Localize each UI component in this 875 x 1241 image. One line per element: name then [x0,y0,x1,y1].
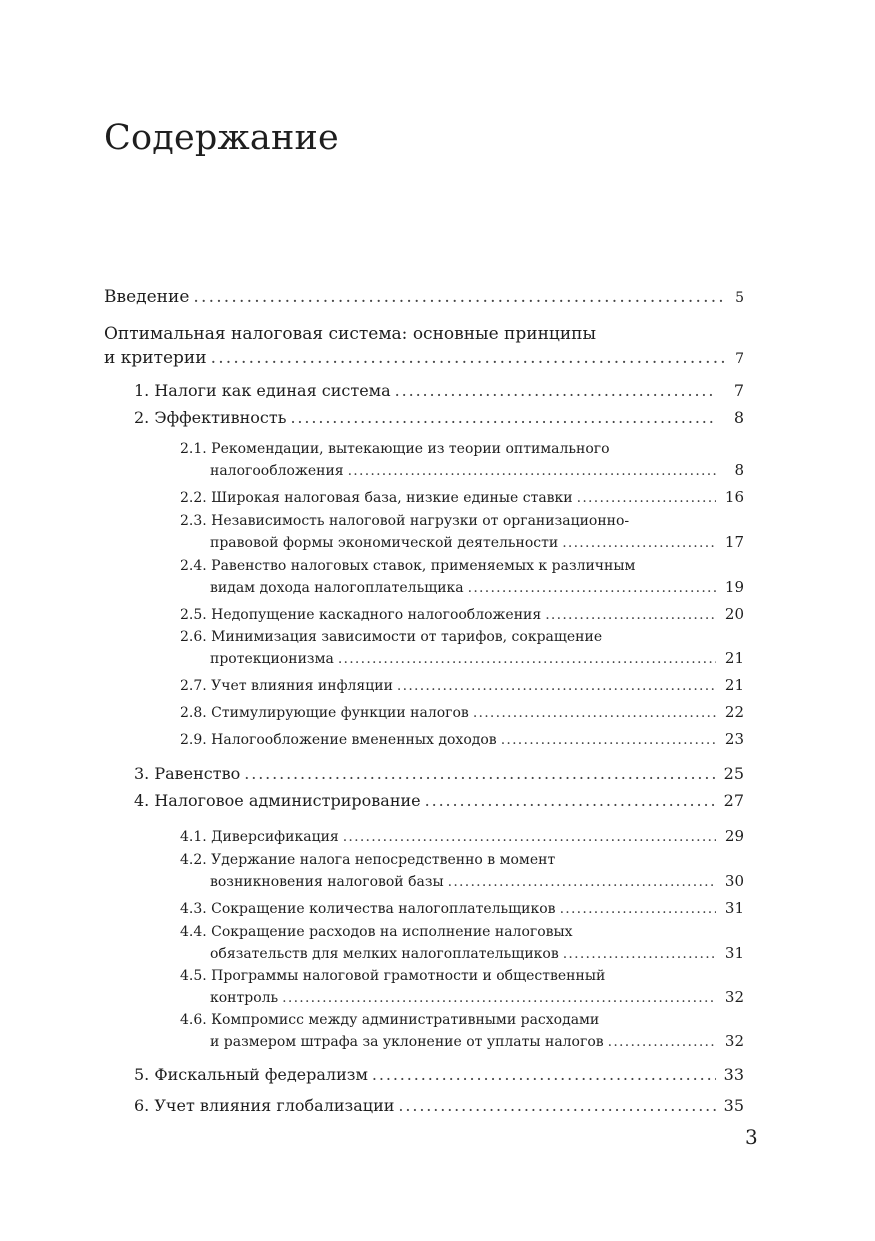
toc-entry-title-continued: видам дохода налогоплательщика [210,580,464,596]
dot-leader [397,676,716,697]
toc-entry-title: 4.1. Диверсификация [180,829,339,845]
dot-leader [348,461,716,482]
toc-entry-title: 2.3. Независимость налоговой нагрузки от организационно- [180,513,630,529]
toc-entry-section-2-4[interactable] [180,556,744,599]
dot-leader [562,533,716,554]
toc-entry-section-4-6[interactable] [180,1010,744,1053]
toc-page-number: 19 [724,578,744,596]
dot-leader [282,988,716,1009]
toc-entry-title: 6. Учет влияния глобализации [134,1096,395,1115]
toc-entry-title: 4. Налоговое администрирование [134,791,421,810]
toc-entry-section-4-4[interactable] [180,922,744,965]
toc-entry-section-4-2[interactable] [180,850,744,893]
toc-entry-section-2[interactable] [134,405,744,431]
table-of-contents [104,285,744,1119]
toc-entry-section-2-7[interactable] [180,675,744,697]
toc-entry-section-2-5[interactable] [180,604,744,626]
toc-entry-title-continued: обязательств для мелких налогоплательщиков [210,946,559,962]
dot-leader [343,827,716,848]
dot-leader [211,346,726,370]
dot-leader [372,1062,716,1088]
toc-page-number: 20 [724,605,744,623]
toc-entry-section-2-3[interactable] [180,511,744,554]
toc-entry-title: 2.9. Налогообложение вмененных доходов [180,732,497,748]
toc-entry-section-2-9[interactable] [180,729,744,751]
toc-entry-section-6[interactable] [134,1093,744,1119]
dot-leader [425,788,716,814]
toc-entry-title: Оптимальная налоговая система: основные принципы [104,324,597,344]
toc-entry-title-continued: налогообложения [210,463,344,479]
toc-page-number: 33 [723,1065,744,1084]
toc-entry-title: 4.2. Удержание налога непосредственно в момент [180,852,556,868]
dot-leader [193,285,726,309]
page-title: Содержание [104,118,339,158]
dot-leader [338,649,716,670]
dot-leader [468,578,716,599]
toc-entry-title: 2.6. Минимизация зависимости от тарифов, сокращение [180,629,603,645]
toc-entry-title: 2.2. Широкая налоговая база, низкие единые ставки [180,490,573,506]
toc-page-number: 7 [733,381,744,400]
toc-page-number: 8 [733,408,744,427]
toc-page-number: 21 [724,649,744,667]
toc-entry-section-2-6[interactable] [180,627,744,670]
toc-entry-title: 2.1. Рекомендации, вытекающие из теории оптимального [180,441,610,457]
toc-entry-title: 3. Равенство [134,764,241,783]
toc-entry-title: 2.5. Недопущение каскадного налогообложения [180,607,542,623]
page-number: 3 [745,1125,758,1149]
toc-page-number: 32 [724,988,744,1006]
toc-entry-section-5[interactable] [134,1062,744,1088]
toc-entry-section-4-3[interactable] [180,898,744,920]
toc-entry-title: 1. Налоги как единая система [134,381,391,400]
toc-page-number: 16 [724,488,744,506]
dot-leader [608,1032,716,1053]
dot-leader [563,944,716,965]
toc-entry-title-continued: и критерии [104,348,207,368]
toc-page-number: 32 [724,1032,744,1050]
toc-entry-section-4-1[interactable] [180,826,744,848]
toc-entry-title: 4.5. Программы налоговой грамотности и общественный [180,968,606,984]
toc-entry-section-2-8[interactable] [180,702,744,724]
dot-leader [448,872,716,893]
toc-entry-title: 2.4. Равенство налоговых ставок, применяемых к различным [180,558,636,574]
toc-entry-section-4-5[interactable] [180,966,744,1009]
dot-leader [560,899,716,920]
toc-page-number: 5 [735,290,744,306]
toc-page-number: 31 [724,899,744,917]
toc-entry-optimal-tax-system[interactable] [104,322,744,371]
toc-entry-title-continued: контроль [210,990,279,1006]
toc-page-number: 30 [724,872,744,890]
toc-entry-title: 5. Фискальный федерализм [134,1065,368,1084]
toc-page-number: 23 [724,730,744,748]
dot-leader [244,761,716,787]
toc-entry-title-continued: протекционизма [210,651,334,667]
toc-page-number: 22 [724,703,744,721]
dot-leader [545,605,716,626]
dot-leader [395,378,716,404]
toc-entry-title: 4.3. Сокращение количества налогоплательщиков [180,901,556,917]
toc-page-number: 35 [723,1096,744,1115]
dot-leader [398,1093,716,1119]
dot-leader [473,703,716,724]
toc-entry-section-4[interactable] [134,788,744,814]
dot-leader [577,488,716,509]
toc-page-number: 25 [723,764,744,783]
toc-page-number: 21 [724,676,744,694]
toc-entry-section-3[interactable] [134,761,744,787]
toc-entry-section-2-1[interactable] [180,439,744,482]
toc-entry-title: 4.6. Компромисс между административными расходами [180,1012,600,1028]
toc-page-number: 27 [723,791,744,810]
toc-entry-title: Введение [104,287,190,307]
toc-entry-title: 4.4. Сокращение расходов на исполнение налоговых [180,924,573,940]
toc-entry-title-continued: и размером штрафа за уклонение от уплаты налогов [210,1034,604,1050]
toc-entry-title: 2. Эффективность [134,408,287,427]
toc-page-number: 7 [735,351,744,367]
toc-entry-introduction[interactable] [104,285,744,310]
toc-page-number: 17 [724,533,744,551]
toc-page-number: 8 [734,461,744,479]
toc-entry-title: 2.7. Учет влияния инфляции [180,678,393,694]
dot-leader [501,730,716,751]
dot-leader [290,405,716,431]
toc-entry-title-continued: возникновения налоговой базы [210,874,444,890]
toc-entry-title: 2.8. Стимулирующие функции налогов [180,705,469,721]
toc-entry-section-1[interactable] [134,378,744,404]
toc-page-number: 31 [724,944,744,962]
toc-page-number: 29 [724,827,744,845]
toc-entry-title-continued: правовой формы экономической деятельности [210,535,559,551]
toc-entry-section-2-2[interactable] [180,487,744,509]
